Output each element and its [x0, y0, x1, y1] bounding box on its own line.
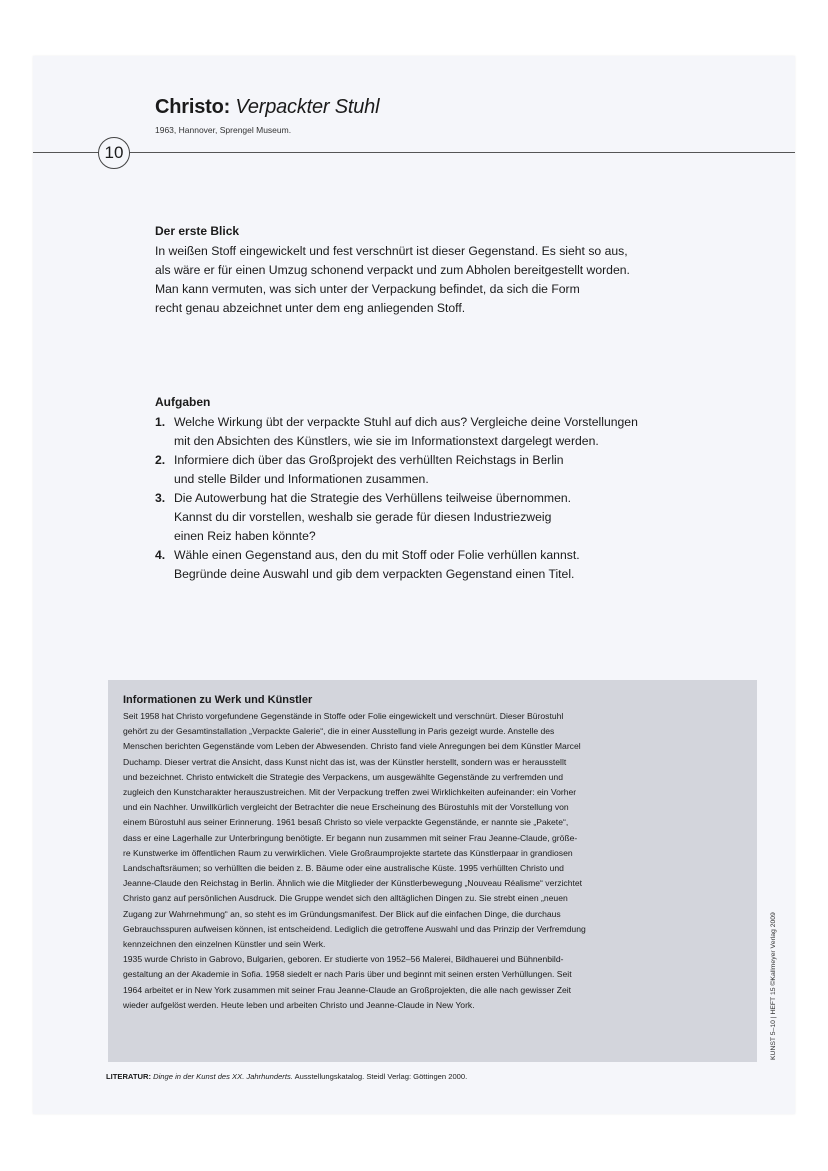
task-line: Informiere dich über das Großprojekt des verhüllten Reichstags in Berlin: [174, 453, 564, 467]
info-line: 1935 wurde Christo in Gabrovo, Bulgarien, geboren. Er studierte von 1952–56 Malerei, Bildhauerei und Bühnenbild-: [123, 954, 564, 965]
info-line: Zugang zur Wahrnehmung“ an, so steht es im Gründungsmanifest. Der Blick auf die einfachen Dinge, die durchaus: [123, 908, 561, 919]
info-text: [123, 709, 747, 1013]
literature-label: LITERATUR:: [106, 1072, 151, 1081]
task-item: [155, 451, 638, 489]
task-line: Begründe deine Auswahl und gib dem verpackten Gegenstand einen Titel.: [174, 567, 575, 581]
info-line: Duchamp. Dieser vertrat die Ansicht, dass Kunst nicht das ist, was der Künstler herstellt, sondern was er herausstellt: [123, 756, 567, 767]
text-line: als wäre er für einen Umzug schonend verpackt und zum Abholen bereitgestellt worden.: [155, 263, 630, 277]
page-title: [155, 96, 379, 119]
info-line: und ein Nachher. Unwillkürlich vergleicht der Betrachter die neue Erscheinung des Bürostuhls mit der Vorstellung von: [123, 802, 569, 813]
task-number: 2.: [155, 453, 166, 467]
task-line: einen Reiz haben könnte?: [174, 529, 316, 543]
info-line: 1964 arbeitet er in New York zusammen mit seiner Frau Jeanne-Claude an Großprojekten, die alle nach gewisser Zeit: [123, 984, 572, 995]
info-line: Christo ganz auf persönlichen Ausdruck. Die Gruppe wendet sich den alltäglichen Dingen zu. Sie strebt einen „neuen: [123, 893, 568, 904]
title-block: [155, 96, 379, 135]
title-work: Verpackter Stuhl: [235, 96, 380, 118]
task-line: und stelle Bilder und Informationen zusammen.: [174, 472, 429, 486]
task-line: Welche Wirkung übt der verpackte Stuhl auf dich aus? Vergleiche deine Vorstellungen: [174, 415, 638, 429]
image-caption: 1963, Hannover, Sprengel Museum.: [155, 125, 292, 135]
task-item: [155, 546, 638, 584]
info-line: Jeanne-Claude den Reichstag in Berlin. Ähnlich wie die Mitglieder der Künstlerbewegung „Nouveau Réalisme“ verzichtet: [123, 878, 583, 889]
page-number-badge: 10: [98, 137, 130, 169]
info-line: Gebrauchsspuren aufweisen können, ist entscheidend. Lediglich die getroffene Auswahl und das Prinzip der Verfremdung: [123, 923, 586, 934]
header-rule: [33, 152, 795, 153]
info-line: kennzeichnen den einzelnen Künstler und sein Werk.: [123, 939, 326, 950]
text-line: In weißen Stoff eingewickelt und fest verschnürt ist dieser Gegenstand. Es sieht so aus,: [155, 244, 628, 258]
tasks-heading: Aufgaben: [155, 395, 211, 409]
tasks-section: [155, 395, 638, 584]
task-number: 3.: [155, 491, 166, 505]
info-line: dass er eine Lagerhalle zur Unterbringung benötigte. Er begann nun zusammen mit seiner Frau Jeanne-Claude, größe-: [123, 832, 578, 843]
task-item: [155, 489, 638, 546]
task-number: 1.: [155, 415, 166, 429]
title-artist: Christo:: [155, 96, 231, 118]
info-line: wieder aufgelöst werden. Heute leben und arbeiten Christo und Jeanne-Claude in New York.: [123, 999, 475, 1010]
literature-reference: [106, 1072, 467, 1081]
side-credit: KUNST 5–10 | HEFT 15 ©Kallmeyer Verlag 2009: [770, 912, 777, 1060]
literature-details: Ausstellungskatalog. Steidl Verlag: Göttingen 2000.: [294, 1072, 468, 1081]
task-line: Wähle einen Gegenstand aus, den du mit Stoff oder Folie verhüllen kannst.: [174, 548, 580, 562]
info-box: [108, 680, 757, 1062]
info-line: Menschen berichten Gegenstände vom Leben der Abwesenden. Christo fand viele Anregungen bei dem Künstler Marcel: [123, 741, 581, 752]
info-heading: Informationen zu Werk und Künstler: [123, 694, 313, 706]
info-line: und bezeichnet. Christo entwickelt die Strategie des Verpackens, um ausgewählte Gegenstände zu verfremden und: [123, 771, 563, 782]
info-line: zugleich den Kunstcharakter herauszustreichen. Mit der Verpackung treffen zwei Wirklichkeiten aufeinander: ein Vorher: [123, 787, 577, 798]
text-line: recht genau abzeichnet unter dem eng anliegenden Stoff.: [155, 301, 466, 315]
text-line: Man kann vermuten, was sich unter der Verpackung befindet, da sich die Form: [155, 282, 580, 296]
first-look-heading: Der erste Blick: [155, 224, 240, 238]
info-line: einem Bürostuhl aus seiner Erinnerung. 1961 besaß Christo so viele verpackte Gegenstände, er nannte sie „Pakete“,: [123, 817, 569, 828]
info-line: Landschaftsräumen; so verhüllten die beiden z. B. Bäume oder eine australische Küste. 1995 verhüllten Christo und: [123, 863, 564, 874]
task-number: 4.: [155, 548, 166, 562]
info-line: gestaltung an der Akademie in Sofia. 1958 siedelt er nach Paris über und beginnt mit seinen ersten Verhüllungen. Seit: [123, 969, 572, 980]
info-line: re Kunstwerke im öffentlichen Raum zu verwirklichen. Viele Großraumprojekte startete das Künstlerpaar in grandiosen: [123, 847, 573, 858]
first-look-text: [155, 242, 630, 318]
info-line: gehört zu der Gesamtinstallation „Verpackte Galerie“, die in einer Ausstellung in Paris gezeigt wurde. Anstelle des: [123, 726, 555, 737]
first-look-section: [155, 224, 630, 318]
task-line: mit den Absichten des Künstlers, wie sie im Informationstext dargelegt werden.: [174, 434, 599, 448]
task-item: [155, 413, 638, 451]
task-line: Kannst du dir vorstellen, weshalb sie gerade für diesen Industriezweig: [174, 510, 552, 524]
info-line: Seit 1958 hat Christo vorgefundene Gegenstände in Stoffe oder Folie eingewickelt und verschnürt. Dieser Bürostuhl: [123, 711, 564, 721]
literature-work: Dinge in der Kunst des XX. Jahrhunderts.: [153, 1072, 293, 1081]
task-line: Die Autowerbung hat die Strategie des Verhüllens teilweise übernommen.: [174, 491, 572, 505]
